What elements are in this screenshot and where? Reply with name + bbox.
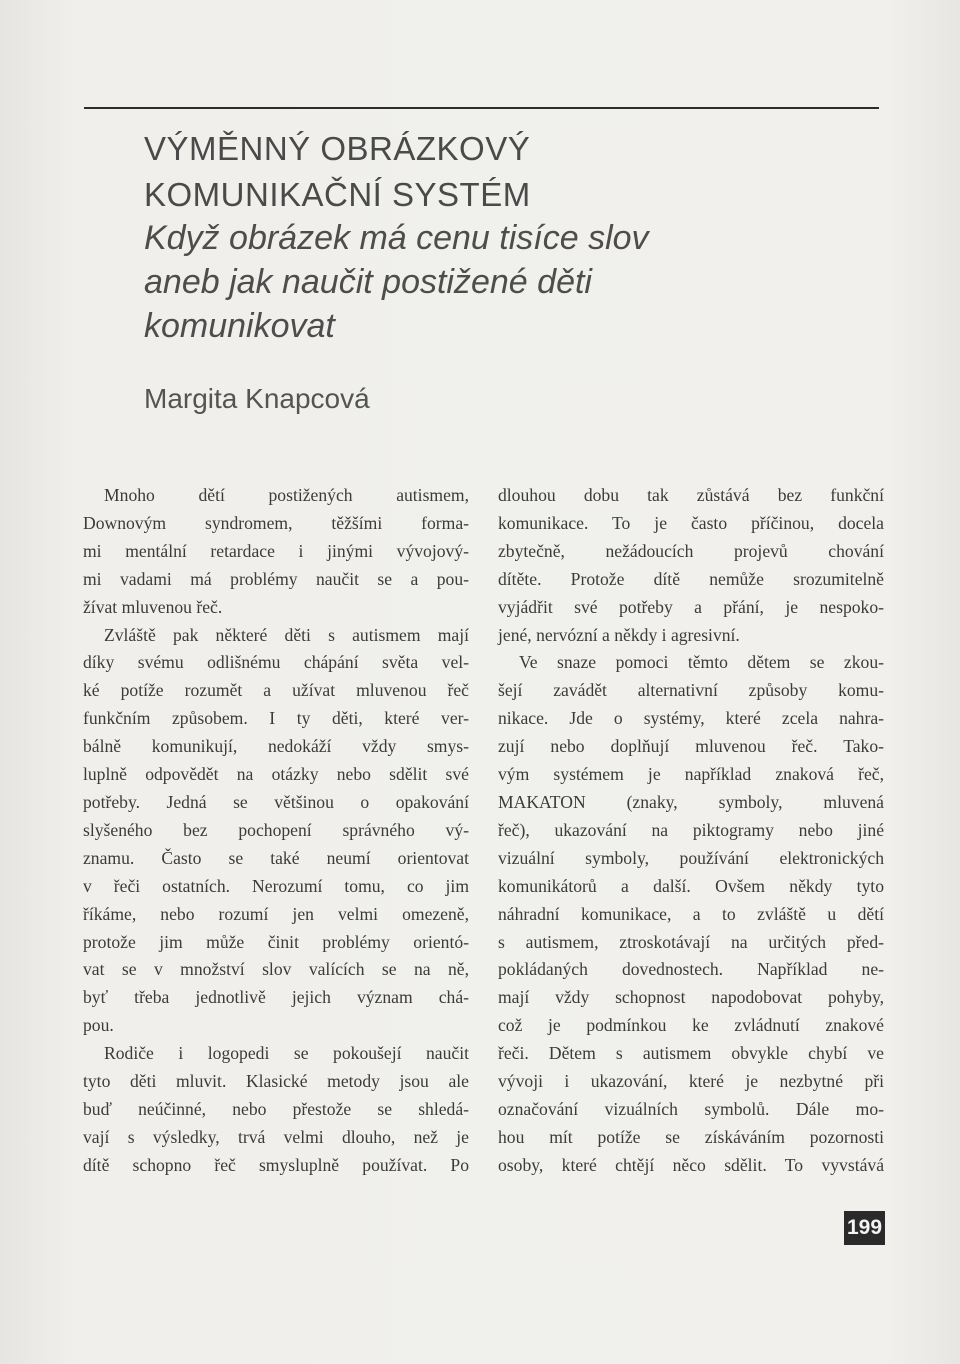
text-line: buď neúčinné, nebo přestože se shledá- xyxy=(83,1098,469,1119)
text-line: šejí zavádět alternativní způsoby komu- xyxy=(498,680,884,701)
text-line: ké potíže rozumět a užívat mluvenou řeč xyxy=(83,680,469,701)
text-line: hou mít potíže se získáváním pozornosti xyxy=(498,1126,884,1147)
text-line: Downovým syndromem, těžšími forma- xyxy=(83,512,469,533)
text-line: Ve snaze pomoci těmto dětem se zkou- xyxy=(519,652,884,673)
text-line: potřeby. Jedná se většinou o opakování xyxy=(83,791,469,812)
title-line: KOMUNIKAČNÍ SYSTÉM xyxy=(144,176,531,213)
text-line: s autismem, ztroskotávají na určitých před- xyxy=(498,931,884,952)
text-line: dítě schopno řeč smysluplně používat. Po xyxy=(83,1154,469,1175)
text-line: říkáme, nebo rozumí jen velmi omezeně, xyxy=(83,903,469,924)
header-rule xyxy=(84,107,879,109)
text-line: byť třeba jednotlivě jejich význam chá- xyxy=(83,987,469,1008)
text-line: funkčním způsobem. I ty děti, které ver- xyxy=(83,708,469,729)
text-line: pokládaných dovednostech. Například ne- xyxy=(498,959,884,980)
title-line: VÝMĚNNÝ OBRÁZKOVÝ xyxy=(144,130,531,167)
article-subtitle xyxy=(144,216,864,348)
text-line: zují nebo doplňují mluvenou řeč. Tako- xyxy=(498,736,884,757)
text-line: komunikátorů a další. Ovšem někdy tyto xyxy=(498,875,884,896)
text-line: Zvláště pak některé děti s autismem mají xyxy=(104,624,469,645)
text-line: vají s výsledky, trvá velmi dlouho, než je xyxy=(83,1126,469,1147)
text-line: slyšeného bez pochopení správného vý- xyxy=(83,819,469,840)
text-line: mají vždy schopnost napodobovat pohyby, xyxy=(498,987,884,1008)
text-line: komunikace. To je často příčinou, docela xyxy=(498,512,884,533)
left-text-column xyxy=(83,482,469,1180)
text-line: díky svému odlišnému chápání světa vel- xyxy=(83,652,469,673)
text-line: dítěte. Protože dítě nemůže srozumitelně xyxy=(498,568,884,589)
text-line: luplně odpovědět na otázky nebo sdělit své xyxy=(83,764,469,785)
text-line: vým systémem je například znaková řeč, xyxy=(498,764,884,785)
text-line: protože jim může činit problémy orientó- xyxy=(83,931,469,952)
text-line: mi mentální retardace i jinými vývojový- xyxy=(83,540,469,561)
text-line: Rodiče i logopedi se pokoušejí naučit xyxy=(104,1043,469,1064)
text-line: což je podmínkou ke zvládnutí znakové xyxy=(498,1015,884,1036)
text-line: náhradní komunikace, a to zvláště u dětí xyxy=(498,903,884,924)
text-line: Mnoho dětí postižených autismem, xyxy=(104,485,469,505)
text-line: bálně komunikují, nedokáží vždy smys- xyxy=(83,736,469,757)
text-line: řeči. Dětem s autismem obvykle chybí ve xyxy=(498,1043,884,1064)
subtitle-line: komunikovat xyxy=(144,307,335,345)
text-line: pou. xyxy=(83,1015,114,1036)
text-line: vizuální symboly, používání elektronických xyxy=(498,847,884,868)
text-line: jené, nervózní a někdy i agresivní. xyxy=(498,624,740,645)
text-line: označování vizuálních symbolů. Dále mo- xyxy=(498,1098,884,1119)
subtitle-line: aneb jak naučit postižené děti xyxy=(144,263,592,301)
text-line: vat se v množství slov valících se na ně, xyxy=(83,959,469,980)
text-line: zbytečně, nežádoucích projevů chování xyxy=(498,540,884,561)
text-line: tyto děti mluvit. Klasické metody jsou ale xyxy=(83,1071,469,1092)
text-line: řeč), ukazování na piktogramy nebo jiné xyxy=(498,819,884,840)
text-line: MAKATON (znaky, symboly, mluvená xyxy=(498,791,884,812)
page-number-badge: 199 xyxy=(844,1211,885,1245)
article-title xyxy=(144,126,864,218)
text-line: vývoji i ukazování, které je nezbytné při xyxy=(498,1071,884,1092)
text-line: dlouhou dobu tak zůstává bez funkční xyxy=(498,485,884,505)
author-name: Margita Knapcová xyxy=(144,383,370,414)
text-line: mi vadami má problémy naučit se a pou- xyxy=(83,568,469,589)
text-line: žívat mluvenou řeč. xyxy=(83,596,223,617)
subtitle-line: Když obrázek má cenu tisíce slov xyxy=(144,219,649,257)
right-text-column xyxy=(498,482,884,1180)
text-line: v řeči ostatních. Nerozumí tomu, co jim xyxy=(83,875,469,896)
text-line: nikace. Jde o systémy, které zcela nahra- xyxy=(498,708,884,729)
text-line: osoby, které chtějí něco sdělit. To vyvstává xyxy=(498,1154,884,1175)
text-line: znamu. Často se také neumí orientovat xyxy=(83,847,469,868)
text-line: vyjádřit své potřeby a přání, je nespoko- xyxy=(498,596,884,617)
